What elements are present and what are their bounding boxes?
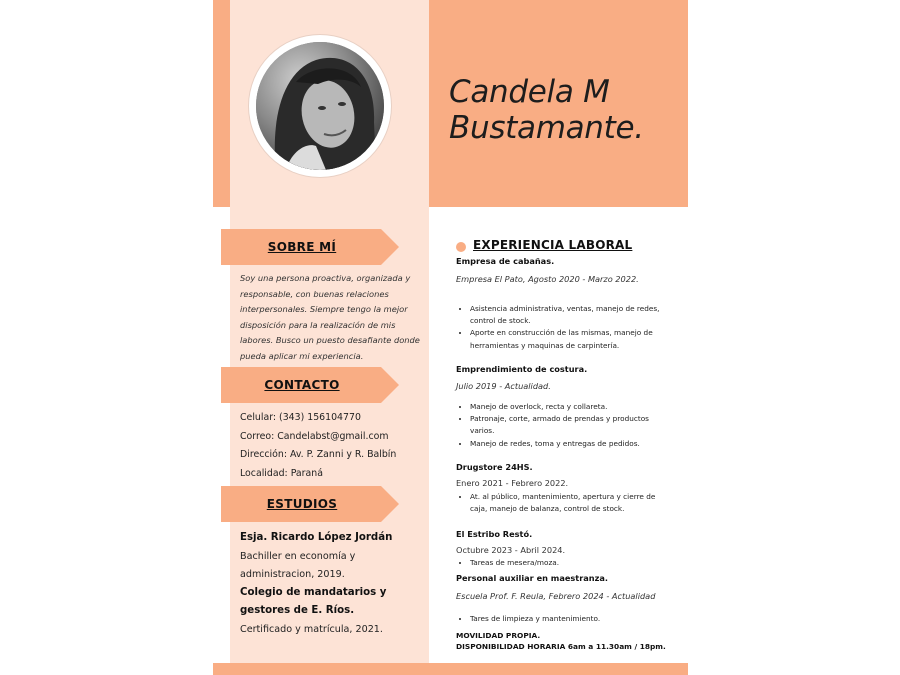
portrait-image [256,42,384,170]
job-meta-4: Octubre 2023 - Abril 2024. [456,545,566,555]
section-title-about: SOBRE MÍ [267,240,337,254]
job-meta-5: Escuela Prof. F. Reula, Febrero 2024 - Actualidad [456,591,656,601]
resume-page [213,0,688,675]
job-bullets-1 [456,303,660,352]
job-title-3: Drugstore 24HS. [456,462,533,472]
job-bullets-2 [456,401,660,450]
list-item: • Asistencia administrativa, ventas, manejo de redes, control de stock. [470,303,660,327]
section-title-experience: EXPERIENCIA LABORAL [473,238,633,252]
job-bullets-3 [456,491,660,515]
footer-bar [213,663,688,675]
job-meta-2: Julio 2019 - Actualidad. [456,381,551,391]
section-tag-contact [221,367,381,403]
education-detail-2: Certificado y matrícula, 2021. [240,624,383,635]
list-item: • Tareas de mesera/moza. [470,557,660,569]
accent-strip [213,0,230,207]
education-detail-1: Bachiller en economía y administracion, 2019. [240,551,356,580]
contact-email: Correo: Candelabst@gmail.com [240,431,389,442]
job-meta-3: Enero 2021 - Febrero 2022. [456,478,569,488]
section-tag-about [221,229,381,265]
availability-note: DISPONIBILIDAD HORARIA 6am a 11.30am / 18pm. [456,642,666,651]
job-title-4: El Estribo Restó. [456,529,533,539]
education-school-1: Esja. Ricardo López Jordán [240,532,393,543]
education-school-2: Colegio de mandatarios y gestores de E. Ríos. [240,587,387,616]
list-item: • Patronaje, corte, armado de prendas y productos varios. [470,413,660,437]
section-tag-education [221,486,381,522]
list-item: • Manejo de overlock, recta y collareta. [470,401,660,413]
contact-locality: Localidad: Paraná [240,468,323,479]
list-item: • Manejo de redes, toma y entregas de pedidos. [470,438,660,450]
job-meta-1: Empresa El Pato, Agosto 2020 - Marzo 2022. [456,274,639,284]
profile-photo [249,35,391,177]
job-title-2: Emprendimiento de costura. [456,364,588,374]
section-title-education: ESTUDIOS [266,497,338,511]
job-bullets-4 [456,557,660,569]
mobility-note: MOVILIDAD PROPIA. [456,631,541,640]
job-title-5: Personal auxiliar en maestranza. [456,573,608,583]
job-title-1: Empresa de cabañas. [456,256,555,266]
section-title-contact: CONTACTO [264,378,340,392]
about-text: Soy una persona proactiva, organizada y responsable, con buenas relaciones interpersonales. Siempre tengo la mejor disposición para la realización de mis labores. Busco un puesto desafiante donde pueda aplicar mi experiencia. [240,273,420,361]
contact-address: Dirección: Av. P. Zanni y R. Balbín [240,449,397,460]
list-item: • Aporte en construcción de las mismas, manejo de herramientas y maquinas de carpintería. [470,327,660,351]
contact-phone: Celular: (343) 156104770 [240,412,361,423]
experience-bullet-dot [456,242,466,252]
candidate-name: Candela M Bustamante. [449,74,644,146]
job-bullets-5 [456,613,660,625]
list-item: • At. al público, mantenimiento, apertura y cierre de caja, manejo de balanza, control de stock. [470,491,660,515]
list-item: • Tares de limpieza y mantenimiento. [470,613,660,625]
